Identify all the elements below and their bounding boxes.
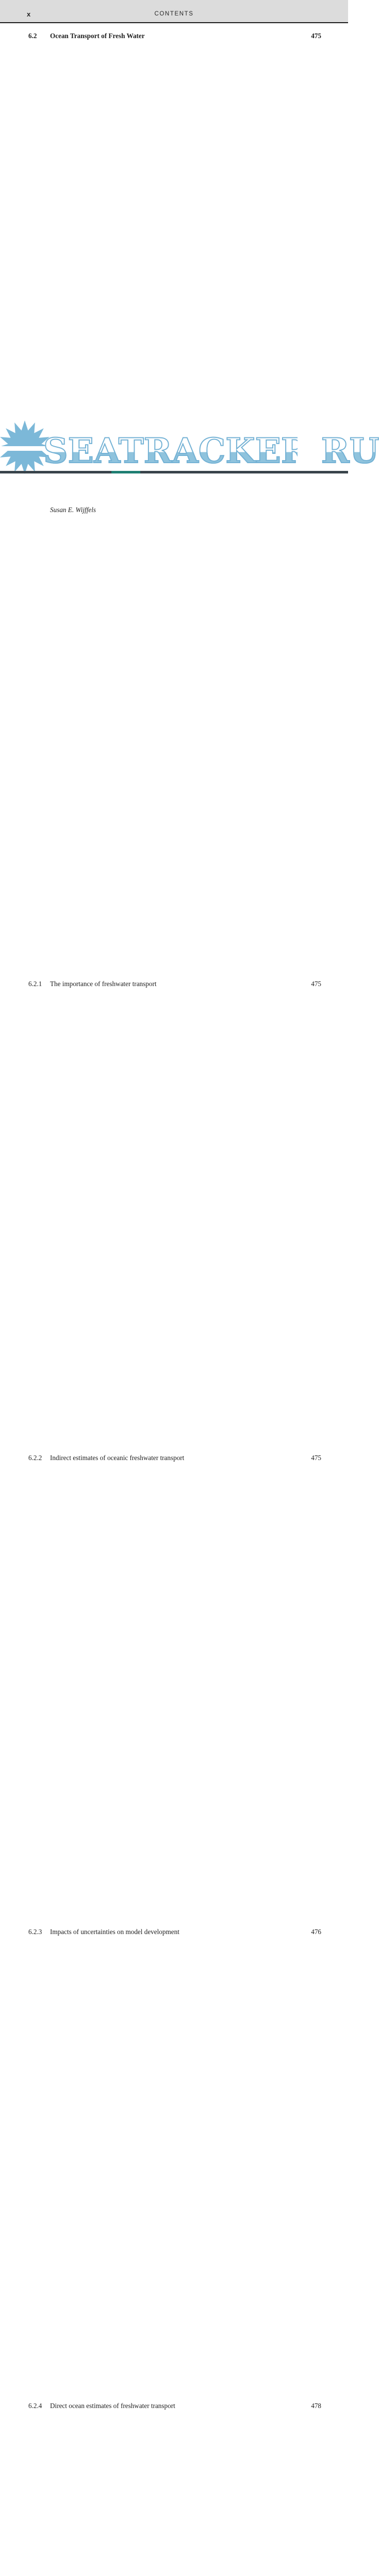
toc-row-entry [28, 1928, 321, 2402]
toc-list [0, 23, 348, 2576]
bottom-scan-bar-accent [111, 471, 140, 473]
toc-row-author [28, 506, 321, 980]
page-header [0, 0, 348, 23]
toc-entry-title: Ocean Transport of Fresh Water [50, 32, 145, 40]
running-title: CONTENTS [154, 11, 194, 17]
toc-row-entry [28, 1454, 321, 1928]
toc-entry-page: 475 [298, 32, 321, 506]
toc-entry-title: The importance of freshwater transport [50, 980, 157, 988]
toc-entry-number: 6.2.4 [28, 2402, 42, 2410]
toc-entry-number: 6.2.1 [28, 980, 42, 988]
toc-entry-title: Indirect estimates of oceanic freshwater transport [50, 1454, 185, 1462]
toc-row-entry [28, 980, 321, 1454]
toc-entry-page: 475 [298, 980, 321, 1454]
toc-row-entry [28, 2402, 321, 2576]
bottom-scan-bar [0, 471, 348, 473]
toc-entry-number: 6.2 [28, 32, 37, 40]
toc-entry-title: Direct ocean estimates of freshwater transport [50, 2402, 175, 2410]
watermark-text: SEATRACKER.RU [43, 431, 379, 471]
toc-entry-number [28, 506, 50, 980]
toc-entry-page: 478 [298, 2402, 321, 2576]
toc-entry-title: Susan E. Wijffels [50, 506, 96, 514]
toc-entry-number: 6.2.2 [28, 1454, 42, 1462]
folio-page-number: x [27, 10, 31, 18]
toc-entry-page: 476 [298, 1928, 321, 2402]
toc-entry-title: Impacts of uncertainties on model development [50, 1928, 179, 1936]
toc-row-heading [28, 32, 321, 506]
toc-entry-page [298, 506, 321, 980]
toc-entry-page: 475 [298, 1454, 321, 1928]
toc-entry-number: 6.2.3 [28, 1928, 42, 1936]
